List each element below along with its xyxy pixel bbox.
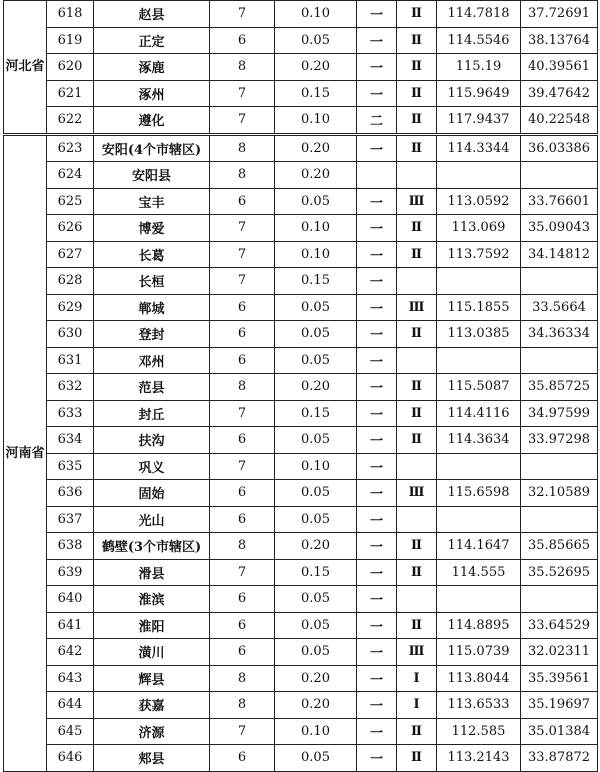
acceleration-cell: 0.20 [275, 665, 357, 692]
intensity-cell: 6 [210, 745, 275, 772]
latitude-cell: 33.87872 [521, 745, 598, 772]
table-row [4, 215, 598, 242]
table-row [4, 718, 598, 745]
intensity-cell: 8 [210, 692, 275, 719]
longitude-cell [437, 506, 521, 533]
acceleration-cell: 0.05 [275, 506, 357, 533]
site-class-cell: Ⅱ [397, 745, 437, 772]
county-name-cell: 滑县 [94, 559, 210, 586]
design-group-cell: 一 [357, 134, 397, 162]
latitude-cell: 34.36334 [521, 321, 598, 348]
longitude-cell: 113.8044 [437, 665, 521, 692]
longitude-cell: 113.2143 [437, 745, 521, 772]
longitude-cell: 113.6533 [437, 692, 521, 719]
acceleration-cell: 0.10 [275, 241, 357, 268]
acceleration-cell: 0.20 [275, 134, 357, 162]
latitude-cell: 32.02311 [521, 639, 598, 666]
table-row [4, 321, 598, 348]
county-name-cell: 宝丰 [94, 188, 210, 215]
latitude-cell: 37.72691 [521, 1, 598, 28]
row-number-cell: 638 [47, 533, 94, 560]
site-class-cell: Ⅱ [397, 241, 437, 268]
row-number-cell: 631 [47, 347, 94, 374]
intensity-cell: 7 [210, 718, 275, 745]
site-class-cell: Ⅲ [397, 294, 437, 321]
site-class-cell: Ⅰ [397, 692, 437, 719]
longitude-cell: 117.9437 [437, 107, 521, 135]
longitude-cell [437, 453, 521, 480]
county-name-cell: 淮滨 [94, 586, 210, 613]
acceleration-cell: 0.05 [275, 427, 357, 454]
site-class-cell [397, 347, 437, 374]
row-number-cell: 619 [47, 27, 94, 54]
table-row [4, 134, 598, 162]
county-name-cell: 潢川 [94, 639, 210, 666]
latitude-cell [521, 347, 598, 374]
site-class-cell: Ⅱ [397, 107, 437, 135]
latitude-cell: 35.09043 [521, 215, 598, 242]
longitude-cell: 115.6598 [437, 480, 521, 507]
row-number-cell: 645 [47, 718, 94, 745]
seismic-parameter-table-page [3, 0, 597, 772]
design-group-cell: 一 [357, 215, 397, 242]
county-name-cell: 固始 [94, 480, 210, 507]
latitude-cell: 35.39561 [521, 665, 598, 692]
table-row [4, 586, 598, 613]
design-group-cell: 一 [357, 559, 397, 586]
intensity-cell: 6 [210, 480, 275, 507]
county-name-cell: 安阳(4个市辖区) [94, 134, 210, 162]
design-group-cell [357, 162, 397, 189]
county-name-cell: 安阳县 [94, 162, 210, 189]
table-row [4, 268, 598, 295]
longitude-cell: 115.0739 [437, 639, 521, 666]
acceleration-cell: 0.10 [275, 107, 357, 135]
table-row [4, 612, 598, 639]
county-name-cell: 扶沟 [94, 427, 210, 454]
acceleration-cell: 0.05 [275, 27, 357, 54]
acceleration-cell: 0.05 [275, 639, 357, 666]
table-row [4, 374, 598, 401]
intensity-cell: 8 [210, 162, 275, 189]
county-name-cell: 赵县 [94, 1, 210, 28]
site-class-cell: Ⅱ [397, 80, 437, 107]
row-number-cell: 625 [47, 188, 94, 215]
acceleration-cell: 0.05 [275, 294, 357, 321]
row-number-cell: 622 [47, 107, 94, 135]
row-number-cell: 627 [47, 241, 94, 268]
table-row [4, 347, 598, 374]
table-row [4, 506, 598, 533]
row-number-cell: 641 [47, 612, 94, 639]
intensity-cell: 7 [210, 215, 275, 242]
site-class-cell: Ⅱ [397, 321, 437, 348]
table-row [4, 107, 598, 135]
latitude-cell: 38.13764 [521, 27, 598, 54]
design-group-cell: 一 [357, 639, 397, 666]
table-row [4, 400, 598, 427]
table-row [4, 80, 598, 107]
acceleration-cell: 0.10 [275, 718, 357, 745]
latitude-cell: 40.39561 [521, 54, 598, 81]
longitude-cell: 114.8895 [437, 612, 521, 639]
design-group-cell: 一 [357, 347, 397, 374]
intensity-cell: 8 [210, 54, 275, 81]
design-group-cell: 一 [357, 27, 397, 54]
row-number-cell: 644 [47, 692, 94, 719]
row-number-cell: 635 [47, 453, 94, 480]
acceleration-cell: 0.10 [275, 1, 357, 28]
county-name-cell: 涿鹿 [94, 54, 210, 81]
latitude-cell: 39.47642 [521, 80, 598, 107]
design-group-cell: 一 [357, 612, 397, 639]
latitude-cell [521, 506, 598, 533]
intensity-cell: 6 [210, 27, 275, 54]
row-number-cell: 628 [47, 268, 94, 295]
table-row [4, 639, 598, 666]
longitude-cell: 114.3634 [437, 427, 521, 454]
design-group-cell: 一 [357, 453, 397, 480]
design-group-cell: 一 [357, 745, 397, 772]
longitude-cell: 114.1647 [437, 533, 521, 560]
county-name-cell: 涿州 [94, 80, 210, 107]
latitude-cell: 40.22548 [521, 107, 598, 135]
latitude-cell: 32.10589 [521, 480, 598, 507]
site-class-cell [397, 162, 437, 189]
table-row [4, 188, 598, 215]
intensity-cell: 6 [210, 321, 275, 348]
latitude-cell: 36.03386 [521, 134, 598, 162]
table-row [4, 480, 598, 507]
row-number-cell: 634 [47, 427, 94, 454]
site-class-cell: Ⅱ [397, 1, 437, 28]
site-class-cell: Ⅱ [397, 400, 437, 427]
intensity-cell: 6 [210, 347, 275, 374]
county-name-cell: 郏县 [94, 745, 210, 772]
site-class-cell: Ⅱ [397, 427, 437, 454]
longitude-cell: 114.5546 [437, 27, 521, 54]
acceleration-cell: 0.05 [275, 612, 357, 639]
design-group-cell: 一 [357, 374, 397, 401]
county-name-cell: 鹤壁(3个市辖区) [94, 533, 210, 560]
table-row [4, 294, 598, 321]
intensity-cell: 7 [210, 559, 275, 586]
intensity-cell: 6 [210, 586, 275, 613]
intensity-cell: 6 [210, 612, 275, 639]
acceleration-cell: 0.05 [275, 586, 357, 613]
intensity-cell: 6 [210, 188, 275, 215]
row-number-cell: 642 [47, 639, 94, 666]
site-class-cell [397, 453, 437, 480]
site-class-cell: Ⅱ [397, 134, 437, 162]
site-class-cell [397, 586, 437, 613]
acceleration-cell: 0.05 [275, 321, 357, 348]
latitude-cell: 34.97599 [521, 400, 598, 427]
site-class-cell: Ⅱ [397, 215, 437, 242]
intensity-cell: 8 [210, 374, 275, 401]
intensity-cell: 6 [210, 639, 275, 666]
intensity-cell: 7 [210, 107, 275, 135]
longitude-cell: 114.7818 [437, 1, 521, 28]
intensity-cell: 8 [210, 665, 275, 692]
province-label: 河南省 [4, 134, 47, 771]
row-number-cell: 640 [47, 586, 94, 613]
design-group-cell: 一 [357, 427, 397, 454]
design-group-cell: 一 [357, 294, 397, 321]
longitude-cell: 113.7592 [437, 241, 521, 268]
latitude-cell: 34.14812 [521, 241, 598, 268]
county-name-cell: 巩义 [94, 453, 210, 480]
county-name-cell: 长葛 [94, 241, 210, 268]
row-number-cell: 637 [47, 506, 94, 533]
design-group-cell: 一 [357, 506, 397, 533]
latitude-cell [521, 586, 598, 613]
latitude-cell [521, 162, 598, 189]
design-group-cell: 一 [357, 80, 397, 107]
site-class-cell: Ⅱ [397, 559, 437, 586]
design-group-cell: 一 [357, 586, 397, 613]
acceleration-cell: 0.10 [275, 215, 357, 242]
table-body [4, 1, 598, 772]
intensity-cell: 6 [210, 427, 275, 454]
county-name-cell: 淮阳 [94, 612, 210, 639]
site-class-cell: Ⅱ [397, 54, 437, 81]
intensity-cell: 7 [210, 453, 275, 480]
row-number-cell: 646 [47, 745, 94, 772]
longitude-cell: 113.0385 [437, 321, 521, 348]
longitude-cell: 112.585 [437, 718, 521, 745]
latitude-cell: 33.5664 [521, 294, 598, 321]
latitude-cell: 33.76601 [521, 188, 598, 215]
row-number-cell: 618 [47, 1, 94, 28]
longitude-cell: 113.0592 [437, 188, 521, 215]
site-class-cell: Ⅱ [397, 27, 437, 54]
county-name-cell: 范县 [94, 374, 210, 401]
row-number-cell: 629 [47, 294, 94, 321]
table-row [4, 745, 598, 772]
site-class-cell [397, 506, 437, 533]
intensity-cell: 7 [210, 400, 275, 427]
acceleration-cell: 0.20 [275, 374, 357, 401]
design-group-cell: 一 [357, 692, 397, 719]
row-number-cell: 643 [47, 665, 94, 692]
intensity-cell: 7 [210, 80, 275, 107]
site-class-cell: Ⅲ [397, 639, 437, 666]
acceleration-cell: 0.15 [275, 559, 357, 586]
latitude-cell: 35.19697 [521, 692, 598, 719]
longitude-cell [437, 347, 521, 374]
latitude-cell [521, 268, 598, 295]
design-group-cell: 一 [357, 241, 397, 268]
acceleration-cell: 0.20 [275, 692, 357, 719]
latitude-cell: 33.64529 [521, 612, 598, 639]
acceleration-cell: 0.20 [275, 162, 357, 189]
intensity-cell: 8 [210, 533, 275, 560]
acceleration-cell: 0.15 [275, 400, 357, 427]
site-class-cell: Ⅲ [397, 188, 437, 215]
longitude-cell: 115.19 [437, 54, 521, 81]
acceleration-cell: 0.05 [275, 188, 357, 215]
design-group-cell: 一 [357, 1, 397, 28]
longitude-cell: 114.3344 [437, 134, 521, 162]
table-row [4, 241, 598, 268]
row-number-cell: 639 [47, 559, 94, 586]
acceleration-cell: 0.05 [275, 347, 357, 374]
row-number-cell: 621 [47, 80, 94, 107]
county-name-cell: 邓州 [94, 347, 210, 374]
row-number-cell: 633 [47, 400, 94, 427]
county-name-cell: 博爱 [94, 215, 210, 242]
table-row [4, 162, 598, 189]
design-group-cell: 一 [357, 533, 397, 560]
table-row [4, 665, 598, 692]
table-row [4, 453, 598, 480]
intensity-cell: 8 [210, 134, 275, 162]
table-row [4, 692, 598, 719]
longitude-cell [437, 586, 521, 613]
longitude-cell: 115.1855 [437, 294, 521, 321]
design-group-cell: 一 [357, 54, 397, 81]
site-class-cell: Ⅱ [397, 612, 437, 639]
row-number-cell: 620 [47, 54, 94, 81]
longitude-cell: 114.555 [437, 559, 521, 586]
acceleration-cell: 0.05 [275, 745, 357, 772]
site-class-cell: Ⅰ [397, 665, 437, 692]
row-number-cell: 624 [47, 162, 94, 189]
table-row [4, 427, 598, 454]
county-name-cell: 济源 [94, 718, 210, 745]
acceleration-cell: 0.10 [275, 453, 357, 480]
design-group-cell: 一 [357, 480, 397, 507]
row-number-cell: 630 [47, 321, 94, 348]
county-name-cell: 长桓 [94, 268, 210, 295]
seismic-parameter-table [3, 0, 598, 772]
row-number-cell: 632 [47, 374, 94, 401]
county-name-cell: 封丘 [94, 400, 210, 427]
table-row [4, 559, 598, 586]
county-name-cell: 遵化 [94, 107, 210, 135]
longitude-cell [437, 268, 521, 295]
county-name-cell: 郸城 [94, 294, 210, 321]
acceleration-cell: 0.20 [275, 54, 357, 81]
longitude-cell: 115.9649 [437, 80, 521, 107]
table-row [4, 54, 598, 81]
design-group-cell: 一 [357, 718, 397, 745]
site-class-cell: Ⅱ [397, 374, 437, 401]
longitude-cell: 114.4116 [437, 400, 521, 427]
county-name-cell: 获嘉 [94, 692, 210, 719]
latitude-cell [521, 453, 598, 480]
design-group-cell: 一 [357, 268, 397, 295]
intensity-cell: 6 [210, 294, 275, 321]
row-number-cell: 636 [47, 480, 94, 507]
county-name-cell: 登封 [94, 321, 210, 348]
province-label: 河北省 [4, 1, 47, 135]
acceleration-cell: 0.05 [275, 480, 357, 507]
design-group-cell: 二 [357, 107, 397, 135]
acceleration-cell: 0.15 [275, 80, 357, 107]
latitude-cell: 35.01384 [521, 718, 598, 745]
longitude-cell: 115.5087 [437, 374, 521, 401]
latitude-cell: 35.85665 [521, 533, 598, 560]
table-row [4, 27, 598, 54]
site-class-cell: Ⅱ [397, 718, 437, 745]
intensity-cell: 6 [210, 506, 275, 533]
acceleration-cell: 0.20 [275, 533, 357, 560]
county-name-cell: 光山 [94, 506, 210, 533]
longitude-cell [437, 162, 521, 189]
site-class-cell: Ⅱ [397, 533, 437, 560]
design-group-cell: 一 [357, 400, 397, 427]
design-group-cell: 一 [357, 665, 397, 692]
latitude-cell: 33.97298 [521, 427, 598, 454]
intensity-cell: 7 [210, 268, 275, 295]
latitude-cell: 35.52695 [521, 559, 598, 586]
latitude-cell: 35.85725 [521, 374, 598, 401]
county-name-cell: 正定 [94, 27, 210, 54]
site-class-cell [397, 268, 437, 295]
intensity-cell: 7 [210, 1, 275, 28]
intensity-cell: 7 [210, 241, 275, 268]
table-row [4, 533, 598, 560]
longitude-cell: 113.069 [437, 215, 521, 242]
table-row [4, 1, 598, 28]
acceleration-cell: 0.15 [275, 268, 357, 295]
design-group-cell: 一 [357, 188, 397, 215]
site-class-cell: Ⅲ [397, 480, 437, 507]
row-number-cell: 623 [47, 134, 94, 162]
row-number-cell: 626 [47, 215, 94, 242]
design-group-cell: 一 [357, 321, 397, 348]
county-name-cell: 辉县 [94, 665, 210, 692]
